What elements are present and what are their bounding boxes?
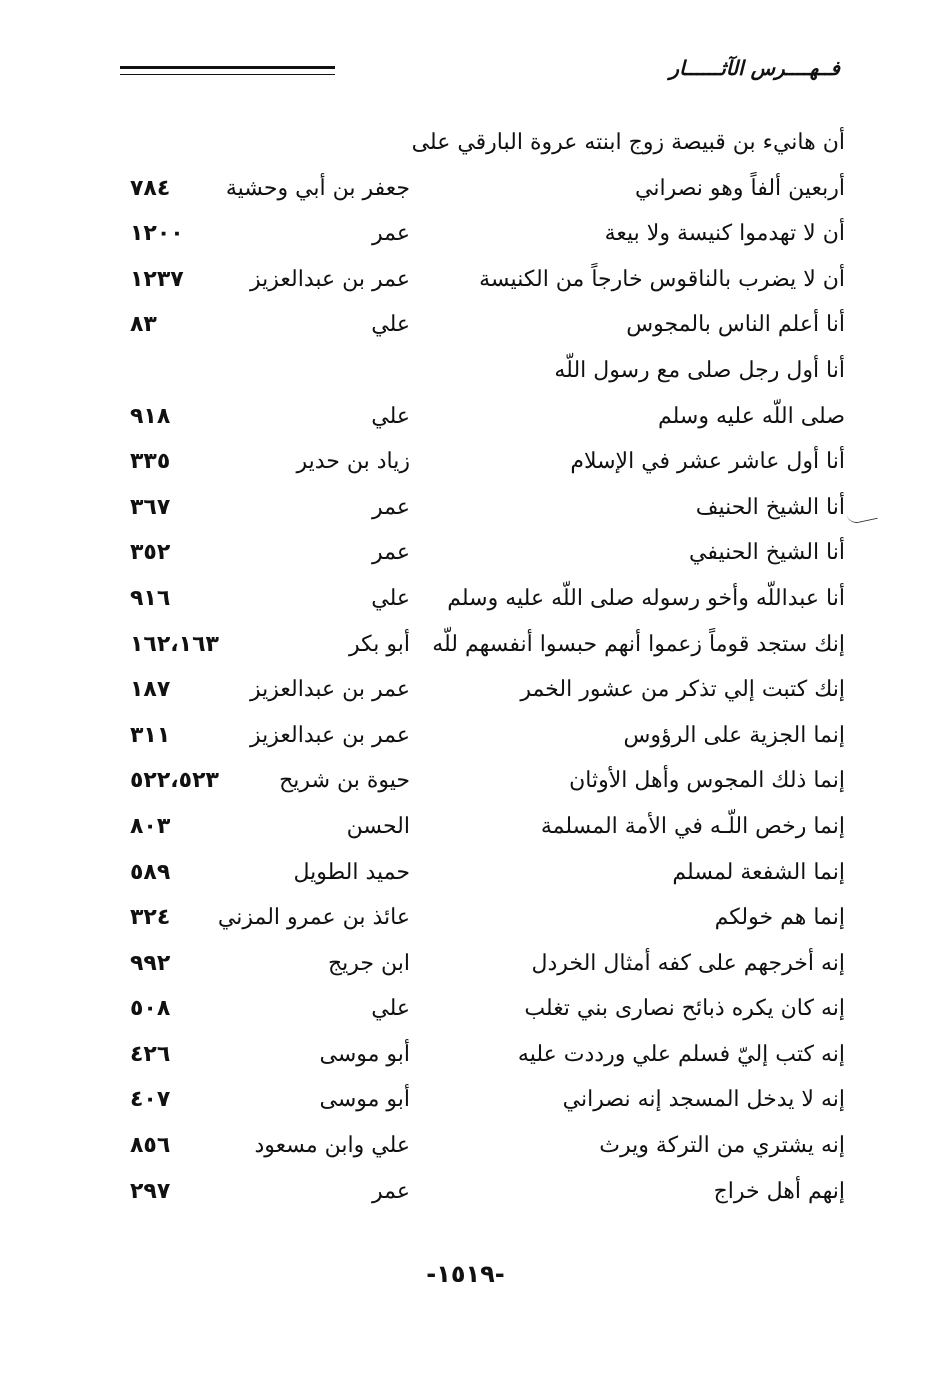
header-title: فــهــــرس الآثــــــار xyxy=(669,56,840,80)
entry-text: إنما الشفعة لمسلم xyxy=(672,859,845,885)
entry-text: إنما هم خولكم xyxy=(714,905,845,931)
entry-text: أنا الشيخ الحنيف xyxy=(695,494,845,520)
entry-text: أن هانيء بن قبيصة زوج ابنته عروة البارقي على xyxy=(411,130,845,155)
entry-text: أنا أعلم الناس بالمجوس xyxy=(626,312,845,338)
entry-ref: ٤٢٦ xyxy=(130,1041,171,1067)
index-entries xyxy=(130,124,845,1218)
entry-text: أنا الشيخ الحنيفي xyxy=(689,540,845,566)
page-number: -١٥١٩- xyxy=(426,1260,505,1288)
index-entry xyxy=(130,489,845,535)
entry-narrator: عمر بن عبدالعزيز xyxy=(250,266,410,292)
entry-narrator: علي xyxy=(371,996,410,1022)
entry-text: أنا عبداللّه وأخو رسوله صلى اللّه عليه وسلم xyxy=(447,585,845,611)
index-entry xyxy=(130,306,845,352)
header-rule-thin xyxy=(120,74,335,75)
entry-narrator: علي xyxy=(371,585,410,611)
page-header xyxy=(120,52,840,92)
index-entry xyxy=(130,534,845,580)
index-entry xyxy=(130,945,845,991)
index-entry xyxy=(130,398,845,444)
entry-narrator: عمر xyxy=(372,221,410,247)
entry-text: إنك كتبت إلي تذكر من عشور الخمر xyxy=(520,677,845,703)
entry-ref: ٩١٨ xyxy=(130,403,171,429)
entry-narrator: زياد بن حدير xyxy=(296,449,410,475)
entry-ref: ٣٥٢ xyxy=(130,540,171,566)
index-entry xyxy=(130,899,845,945)
entry-ref: ٥٨٩ xyxy=(130,859,171,885)
entry-ref: ٩١٦ xyxy=(130,585,171,611)
index-entry xyxy=(130,580,845,626)
entry-ref: ٣٢٤ xyxy=(130,905,171,931)
entry-ref: ١٦٢،١٦٣ xyxy=(130,631,219,657)
entry-narrator: علي وابن مسعود xyxy=(254,1133,410,1159)
index-entry xyxy=(130,990,845,1036)
entry-text: إنه كان يكره ذبائح نصارى بني تغلب xyxy=(524,996,845,1022)
index-entry xyxy=(130,215,845,261)
entry-ref: ١٨٧ xyxy=(130,677,171,703)
entry-text: إنهم أهل خراج xyxy=(713,1178,845,1204)
index-entry xyxy=(130,671,845,717)
entry-ref: ٨٣ xyxy=(130,312,157,338)
entry-narrator: أبو بكر xyxy=(348,631,410,657)
index-entry xyxy=(130,261,845,307)
entry-ref: ١٢٣٧ xyxy=(130,266,184,292)
index-entry xyxy=(130,352,845,398)
index-entry xyxy=(130,1173,845,1219)
index-entry xyxy=(130,717,845,763)
margin-pen-mark xyxy=(846,508,878,525)
entry-text: إنه كتب إليّ فسلم علي ورددت عليه xyxy=(517,1041,845,1067)
entry-text: أنا أول رجل صلى مع رسول اللّه xyxy=(554,357,845,383)
entry-narrator: عمر بن عبدالعزيز xyxy=(250,677,410,703)
index-entry xyxy=(130,443,845,489)
index-entry xyxy=(130,1036,845,1082)
entry-ref: ٣١١ xyxy=(130,722,171,748)
entry-ref: ٣٦٧ xyxy=(130,494,171,520)
entry-narrator: أبو موسى xyxy=(319,1041,410,1067)
entry-narrator: عمر xyxy=(372,494,410,520)
index-entry xyxy=(130,808,845,854)
index-entry xyxy=(130,170,845,216)
entry-text: أن لا تهدموا كنيسة ولا بيعة xyxy=(604,221,845,247)
entry-ref: ٩٩٢ xyxy=(130,950,171,976)
header-rule-thick xyxy=(120,66,335,69)
index-entry xyxy=(130,124,845,170)
entry-ref: ٢٩٧ xyxy=(130,1178,171,1204)
entry-text: إنما ذلك المجوس وأهل الأوثان xyxy=(569,768,845,794)
entry-narrator: عائذ بن عمرو المزني xyxy=(217,905,410,931)
index-entry xyxy=(130,854,845,900)
entry-text: إنه لا يدخل المسجد إنه نصراني xyxy=(562,1087,845,1113)
entry-ref: ٨٠٣ xyxy=(130,813,171,839)
entry-text: إنه يشتري من التركة ويرث xyxy=(599,1133,845,1159)
entry-text: أربعين ألفاً وهو نصراني xyxy=(635,175,845,201)
entry-ref: ١٢٠٠ xyxy=(130,221,184,247)
entry-ref: ٧٨٤ xyxy=(130,175,171,201)
index-entry xyxy=(130,1127,845,1173)
entry-ref: ٨٥٦ xyxy=(130,1133,171,1159)
entry-narrator: ابن جريج xyxy=(327,950,410,976)
entry-text: إنك ستجد قوماً زعموا أنهم حبسوا أنفسهم للّه xyxy=(432,631,845,657)
index-entry xyxy=(130,762,845,808)
entry-text: أن لا يضرب بالناقوس خارجاً من الكنيسة xyxy=(479,266,845,292)
entry-narrator: أبو موسى xyxy=(319,1087,410,1113)
index-entry xyxy=(130,626,845,672)
entry-ref: ٣٣٥ xyxy=(130,449,171,475)
entry-narrator: عمر xyxy=(372,540,410,566)
index-entry xyxy=(130,1081,845,1127)
entry-ref: ٥٠٨ xyxy=(130,996,171,1022)
entry-narrator: علي xyxy=(371,312,410,338)
entry-narrator: حميد الطويل xyxy=(293,859,410,885)
entry-text: إنما الجزية على الرؤوس xyxy=(623,722,845,748)
entry-text: صلى اللّه عليه وسلم xyxy=(658,403,845,429)
entry-ref: ٤٠٧ xyxy=(130,1087,171,1113)
entry-text: إنه أخرجهم على كفه أمثال الخردل xyxy=(531,950,845,976)
entry-narrator: عمر xyxy=(372,1178,410,1204)
entry-narrator: حيوة بن شريح xyxy=(279,768,410,794)
entry-text: أنا أول عاشر عشر في الإسلام xyxy=(570,449,845,475)
entry-narrator: جعفر بن أبي وحشية xyxy=(225,175,410,201)
entry-narrator: الحسن xyxy=(346,813,410,839)
entry-narrator: عمر بن عبدالعزيز xyxy=(250,722,410,748)
entry-text: إنما رخص اللّـه في الأمة المسلمة xyxy=(540,813,845,839)
entry-ref: ٥٢٢،٥٢٣ xyxy=(130,768,219,794)
entry-narrator: علي xyxy=(371,403,410,429)
